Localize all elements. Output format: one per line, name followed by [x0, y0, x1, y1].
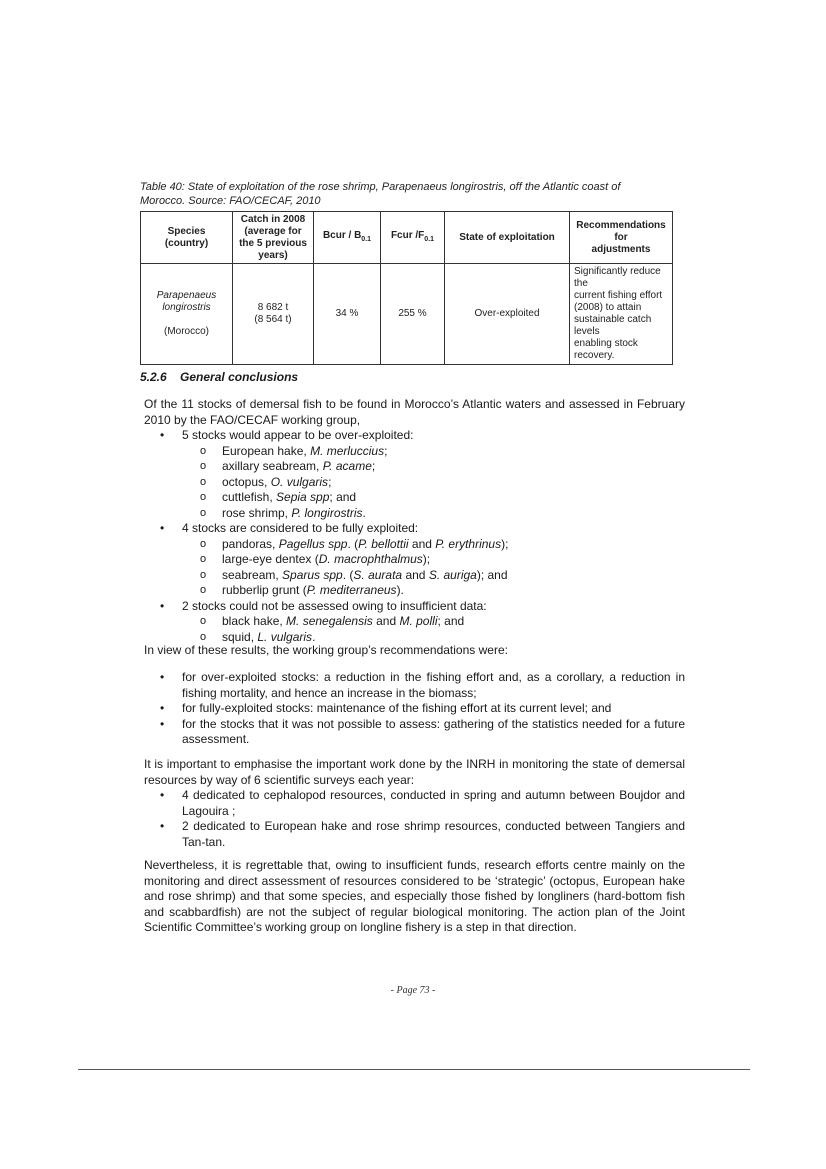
exploitation-table — [140, 211, 673, 365]
stock-summary — [144, 397, 685, 645]
bullet-icon: • — [160, 598, 165, 613]
circle-bullet-icon: o — [200, 506, 207, 519]
section-number: 5.2.6 — [140, 370, 167, 384]
circle-bullet-icon: o — [200, 444, 207, 457]
list-item: • 4 dedicated to cephalopod resources, conducted in spring and autumn between Boujdor and Lagouira ; — [160, 788, 685, 818]
section-heading — [140, 370, 298, 384]
list-item: o octopus, O. vulgaris; — [200, 474, 332, 489]
caption-line-1: Table 40: State of exploitation of the rose shrimp, Parapenaeus longirostris, off the Atlantic coast of — [140, 181, 621, 193]
cell-catch: 8 682 t (8 564 t) — [233, 264, 314, 365]
cell-fcur: 255 % — [381, 264, 445, 365]
list-item: • for the stocks that it was not possible to assess: gathering of the statistics needed for a future assessment. — [160, 716, 685, 746]
surveys-list — [144, 788, 685, 850]
bullet-icon: • — [160, 716, 165, 731]
footer-divider — [78, 1069, 750, 1070]
list-item: o pandoras, Pagellus spp. (P. bellottii and P. erythrinus); — [200, 536, 509, 551]
list-item: o large-eye dentex (D. macrophthalmus); — [200, 552, 431, 566]
bullet-icon: • — [160, 428, 165, 442]
circle-bullet-icon: o — [200, 491, 207, 503]
circle-bullet-icon: o — [200, 630, 207, 643]
circle-bullet-icon: o — [200, 460, 207, 472]
list-item: • for over-exploited stocks: a reduction in the fishing effort and, as a corollary, a reduction in fishing mortality, and hence an increase in the biomass; — [160, 670, 685, 700]
list-item: o European hake, M. merluccius; — [200, 443, 388, 458]
list-item: • 2 stocks could not be assessed owing to insufficient data: — [160, 598, 487, 613]
table-header-row — [141, 212, 673, 264]
list-item: o seabream, Sparus spp. (S. aurata and S. auriga); and — [200, 567, 508, 582]
list-item: o axillary seabream, P. acame; — [200, 459, 376, 473]
list-item: o rose shrimp, P. longirostris. — [200, 505, 366, 520]
bullet-icon: • — [160, 701, 165, 715]
circle-bullet-icon: o — [200, 537, 207, 550]
sub-list-fully-exploited — [144, 537, 685, 599]
header-bcur: Bcur / $B_{0.1}$ — [314, 212, 381, 264]
circle-bullet-icon: o — [200, 475, 207, 488]
bullet-icon: • — [160, 521, 165, 535]
list-item: o cuttlefish, Sepia spp; and — [200, 490, 357, 504]
list-item: • 5 stocks would appear to be over-exploited: — [160, 428, 414, 442]
circle-bullet-icon: o — [200, 568, 207, 581]
header-recommendations: Recommendations for adjustments — [570, 212, 673, 264]
list-item: o rubberlip grunt (P. mediterraneus). — [200, 583, 404, 597]
page-number: - Page 73 - — [390, 985, 436, 996]
cell-species: Parapenaeus longirostris (Morocco) — [141, 264, 233, 365]
list-item: • 4 stocks are considered to be fully exploited: — [160, 521, 419, 535]
table-caption — [140, 180, 700, 208]
table-row — [141, 264, 673, 365]
header-species: Species (country) — [141, 212, 233, 264]
section-title: General conclusions — [180, 370, 299, 384]
intro-paragraph: Of the 11 stocks of demersal fish to be found in Morocco’s Atlantic waters and assessed in February 2010 by the FAO/CECAF working group, — [144, 397, 685, 427]
header-state: State of exploitation — [445, 212, 570, 264]
cell-recommendation: Significantly reduce the current fishing effort (2008) to attain sustainable catch levels enabling stock recovery. — [570, 264, 673, 365]
recommendations-list — [144, 670, 685, 748]
list-item: • 2 dedicated to European hake and rose shrimp resources, conducted between Tangiers and Tan-tan. — [160, 819, 685, 849]
circle-bullet-icon: o — [200, 615, 207, 627]
bullet-icon: • — [160, 670, 165, 684]
list-item: o squid, L. vulgaris. — [200, 629, 316, 644]
bullet-icon: • — [160, 819, 165, 833]
closing-paragraph: Nevertheless, it is regrettable that, owing to insufficient funds, research efforts centre mainly on the monitoring and direct assessment of resources considered to be ‘strategic’ (octopus, European hake and rose shrimp) and that some species, and especially those fished by longliners (hard-bottom fish and scabbardfish) are not the subject of regular biological monitoring. The action plan of the Joint Scientific Committee’s working group on longline fishery is a step in that direction. — [144, 858, 685, 934]
surveys-intro: It is important to emphasise the important work done by the INRH in monitoring the state of demersal resources by way of 6 scientific surveys each year: — [144, 757, 685, 787]
circle-bullet-icon: o — [200, 553, 207, 565]
stock-groups-list — [144, 428, 685, 444]
cell-state: Over-exploited — [445, 264, 570, 365]
caption-line-2: Morocco. Source: FAO/CECAF, 2010 — [140, 195, 321, 207]
sub-list-not-assessed — [144, 614, 685, 645]
bullet-icon: • — [160, 788, 165, 802]
header-fcur: Fcur $/F_{0.1}$ — [381, 212, 445, 264]
circle-bullet-icon: o — [200, 584, 207, 596]
list-item: • for fully-exploited stocks: maintenance of the fishing effort at its current level; and — [160, 701, 612, 715]
recommendations-intro: In view of these results, the working group’s recommendations were: — [144, 643, 508, 657]
header-catch: Catch in 2008 (average for the 5 previous years) — [233, 212, 314, 264]
recommendations-section — [144, 670, 685, 748]
list-item: o black hake, M. senegalensis and M. polli; and — [200, 614, 465, 628]
cell-bcur: 34 % — [314, 264, 381, 365]
surveys-section — [144, 757, 685, 850]
sub-list-overexploited — [144, 444, 685, 522]
